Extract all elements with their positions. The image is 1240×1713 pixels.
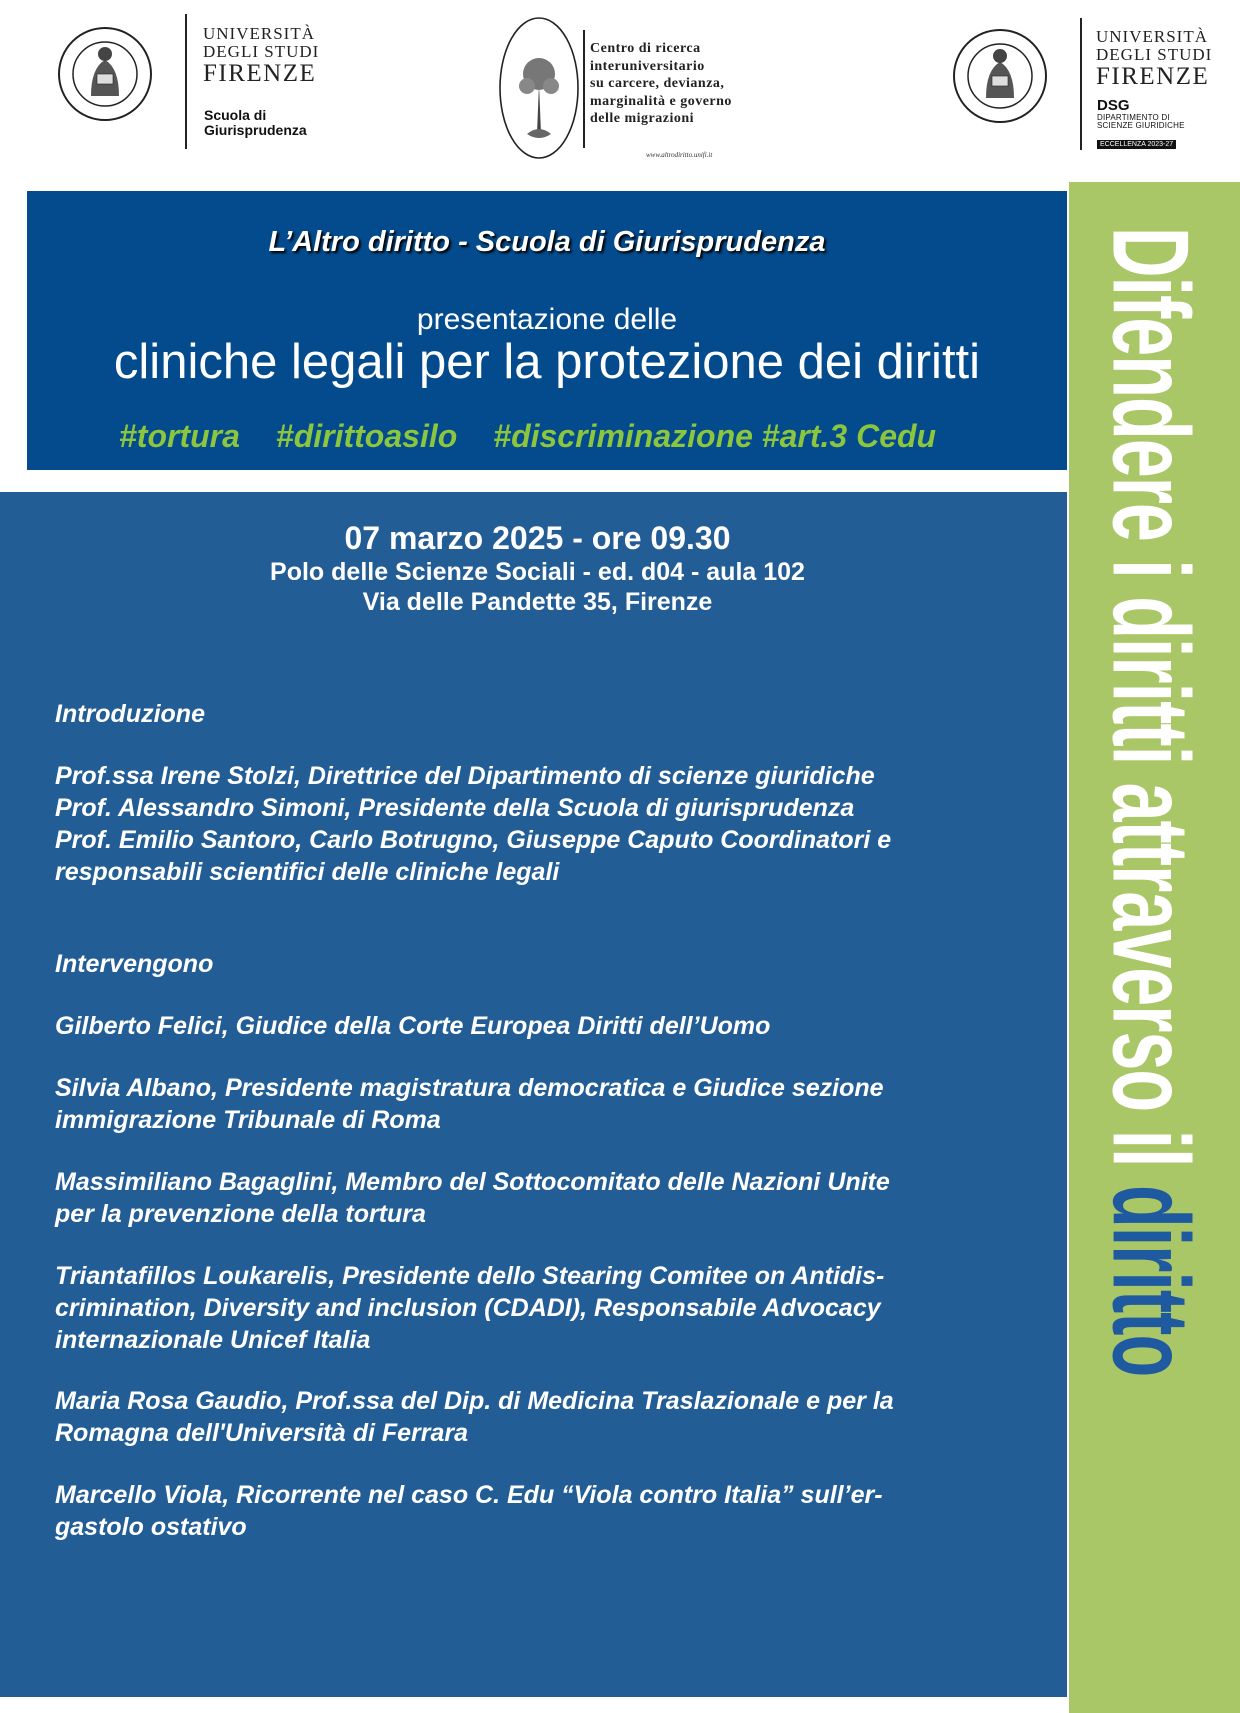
dsg-line1: DIPARTIMENTO DI — [1097, 112, 1170, 122]
speaker-item: Triantafillos Loukarelis, Presidente dello Stearing Comitee on Antidis- crimination, Diversity and inclusion (CDADI), Responsabile Advocacy internazionale Unicef Italia — [55, 1262, 885, 1354]
center-line1: Centro di ricerca — [590, 41, 701, 56]
excellence-badge: ECCELLENZA 2023-27 — [1097, 140, 1176, 149]
intro-heading: Introduzione — [55, 700, 205, 728]
program-box — [0, 492, 1067, 1697]
speaker-item: Gilberto Felici, Giudice della Corte Europea Diritti dell’Uomo — [55, 1012, 771, 1040]
unifi-line1: UNIVERSITÀ — [203, 24, 315, 43]
speaker-item: Silvia Albano, Presidente magistratura democratica e Giudice sezione immigrazione Tribunale di Roma — [55, 1074, 884, 1134]
speaker-item: Marcello Viola, Ricorrente nel caso C. Edu “Viola contro Italia” sull’er- gastolo ostativo — [55, 1481, 883, 1541]
side-slogan — [1089, 227, 1213, 1376]
title-box — [27, 191, 1067, 470]
side-slogan-blue: diritto — [1090, 1184, 1212, 1377]
divider-right — [1080, 18, 1082, 150]
unifi-name-right — [1096, 28, 1212, 90]
unifi-right-line1: UNIVERSITÀ — [1096, 27, 1208, 46]
center-url: www.altrodiritto.unifi.it — [646, 151, 713, 159]
altro-diritto-seal-icon — [497, 14, 582, 162]
dsg-block — [1097, 98, 1185, 131]
intro-speakers: Prof.ssa Irene Stolzi, Direttrice del Dipartimento di scienze giuridiche Prof. Alessandro Simoni, Presidente della Scuola di giurisprudenza Prof. Emilio Santoro, Carlo Botrugno, Giuseppe Caputo Coordinatori e responsabili scientifici delle cliniche legali — [55, 762, 892, 886]
event-title: cliniche legali per la protezione dei diritti — [113, 335, 981, 389]
unifi-name-left — [203, 25, 319, 87]
hashtag-tortura: #tortura — [119, 418, 240, 454]
speaker-item: Maria Rosa Gaudio, Prof.ssa del Dip. di Medicina Traslazionale e per la Romagna dell'Università di Ferrara — [55, 1387, 894, 1447]
center-line3: su carcere, devianza, — [590, 76, 725, 91]
side-banner — [1069, 182, 1240, 1713]
center-line2: interuniversitario — [590, 58, 705, 74]
school-name — [204, 108, 307, 137]
unifi-seal-left-icon — [55, 16, 155, 136]
speaker-item: Massimiliano Bagaglini, Membro del Sottocomitato delle Nazioni Unite per la prevenzione della tortura — [55, 1168, 890, 1228]
presentation-subtitle: presentazione delle — [416, 303, 678, 336]
hashtag-discriminazione: #discriminazione #art.3 Cedu — [493, 418, 937, 454]
center-line4: marginalità e governo — [590, 93, 732, 109]
divider-left — [185, 14, 187, 149]
unifi-seal-right-icon — [950, 18, 1050, 138]
divider-center — [583, 30, 585, 148]
organizers-line: L’Altro diritto - Scuola di Giurisprudenza — [268, 226, 826, 258]
unifi-right-line2: DEGLI STUDI — [1096, 44, 1213, 64]
dsg-line2: SCIENZE GIURIDICHE — [1097, 121, 1185, 131]
hashtags — [119, 418, 936, 455]
unifi-line3: FIRENZE — [203, 59, 317, 87]
school-line2: Giurisprudenza — [204, 121, 307, 138]
unifi-right-line3: FIRENZE — [1096, 62, 1210, 90]
school-line1: Scuola di — [204, 107, 267, 123]
event-venue: Polo delle Scienze Sociali - ed. d04 - aula 102 — [270, 558, 805, 586]
dsg-abbr: DSG — [1097, 97, 1130, 114]
hashtag-dirittoasilo: #dirittoasilo — [275, 418, 458, 454]
event-date: 07 marzo 2025 - ore 09.30 — [344, 520, 731, 556]
center-line5: delle migrazioni — [590, 111, 695, 126]
unifi-line2: DEGLI STUDI — [203, 41, 320, 61]
research-center-name — [590, 40, 732, 128]
side-slogan-white: Difendere i diritti attraverso il — [1090, 227, 1212, 1167]
event-address: Via delle Pandette 35, Firenze — [362, 588, 713, 616]
speakers-heading: Intervengono — [55, 950, 214, 978]
